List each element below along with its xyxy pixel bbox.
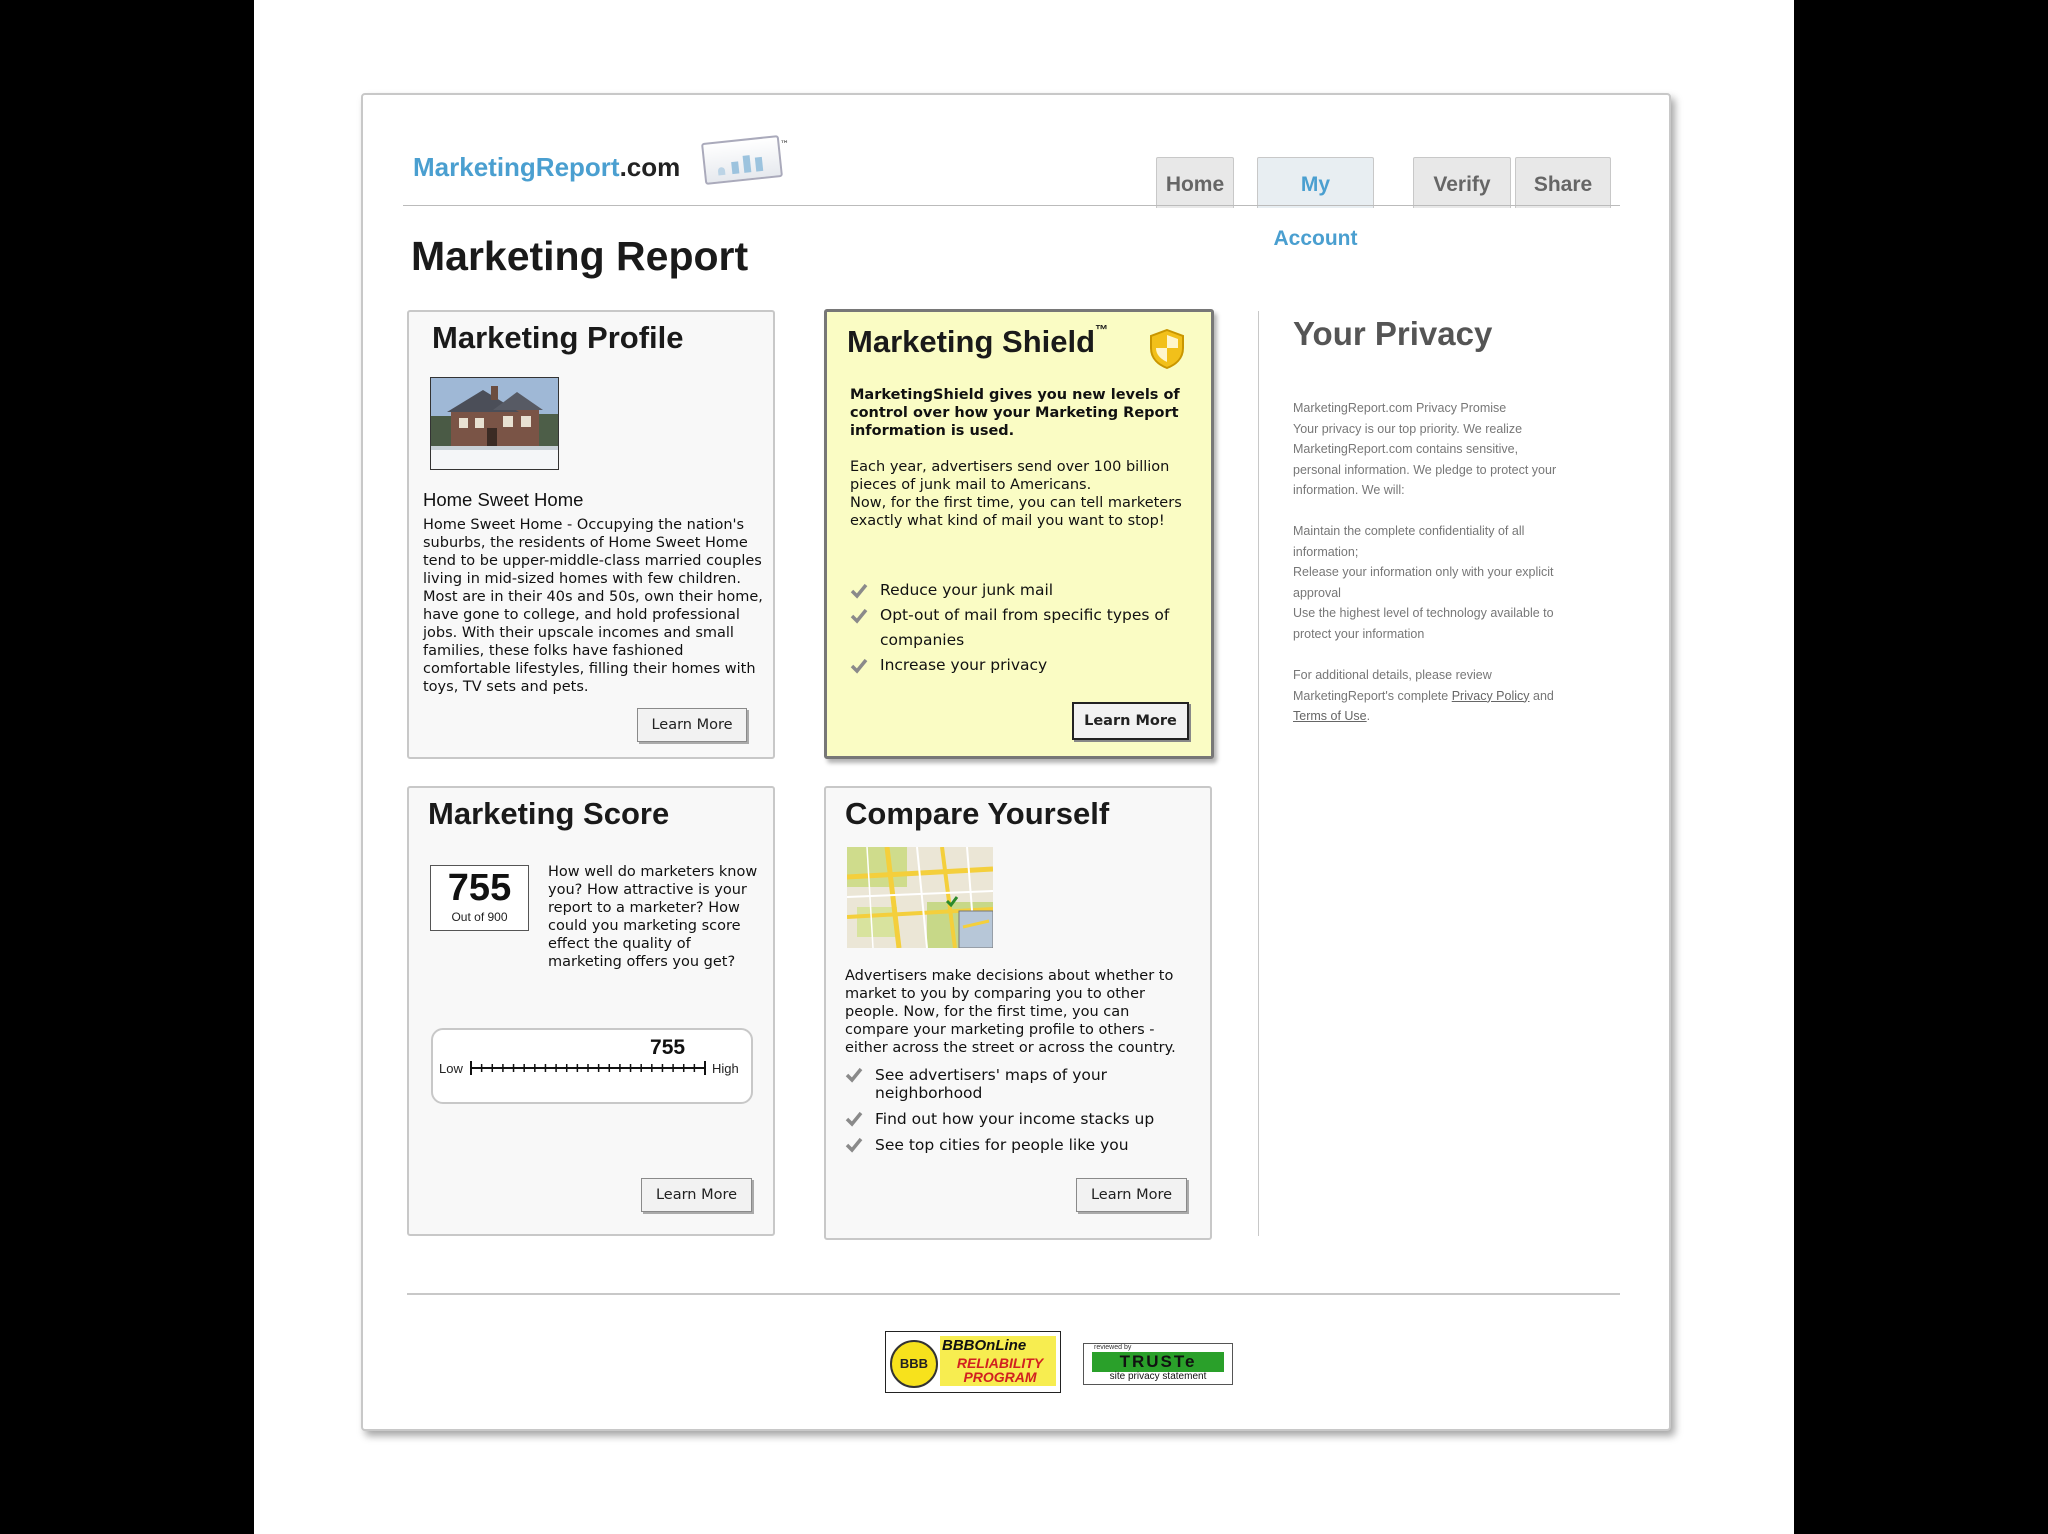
bbb-online-text: BBBOnLine [942, 1337, 1027, 1354]
shield-icon [1150, 329, 1184, 369]
truste-logo-text: TRUSTe [1092, 1352, 1224, 1372]
review-period: . [1366, 709, 1371, 723]
score-learn-more-button[interactable]: Learn More [641, 1178, 752, 1212]
checkmark-icon [845, 1066, 863, 1084]
sidebar-divider [1258, 311, 1259, 1236]
bbb-line2: PROGRAM [963, 1369, 1037, 1385]
shield-learn-more-button[interactable]: Learn More [1072, 702, 1189, 740]
review-prefix: For additional details, please review MarketingReport's complete [1293, 668, 1492, 703]
shield-feature-list [850, 578, 1180, 678]
bbb-online-badge[interactable] [885, 1331, 1061, 1393]
list-item [850, 653, 1180, 678]
privacy-review-text [1293, 665, 1568, 727]
scale-value-label: 755 [650, 1036, 686, 1059]
privacy-title: Your Privacy [1293, 315, 1493, 352]
feature-text: Opt-out of mail from specific types of companies [880, 606, 1170, 649]
tab-my-account[interactable]: My Account [1257, 157, 1374, 208]
footer-divider [407, 1293, 1620, 1295]
truste-reviewed-text: reviewed by [1094, 1344, 1132, 1351]
list-item [845, 1066, 1185, 1102]
logo-brand-text: MarketingReport [413, 152, 620, 182]
truste-badge[interactable] [1083, 1343, 1233, 1385]
card-title [847, 324, 1108, 360]
shield-title-text: Marketing Shield [847, 324, 1096, 359]
segment-description: Home Sweet Home - Occupying the nation's suburbs, the residents of Home Sweet Home tend to be upper-middle-class married couples living in mid-sized homes with few children. Most are in their 40s and 50s, own their home, have gone to college, and hold professional jobs. With their upscale incomes and small families, these folks have fashioned comfortable lifestyles, filling their homes with toys, TV sets and pets. [423, 517, 763, 695]
bbb-program-text [948, 1356, 1052, 1384]
checkmark-icon [845, 1136, 863, 1154]
tab-verify[interactable]: Verify [1413, 157, 1511, 208]
marketing-score-card [407, 786, 775, 1236]
checkmark-icon [850, 582, 868, 600]
shield-trademark: ™ [1095, 322, 1109, 337]
main-panel [361, 93, 1671, 1431]
compare-description: Advertisers make decisions about whether to market to you by comparing you to other people. Now, for the first time, you can compare your marketing profile to others - either across the street or across the country. [845, 968, 1176, 1056]
compare-learn-more-button[interactable]: Learn More [1076, 1178, 1187, 1212]
scale-high-label: High [712, 1061, 739, 1076]
tab-share[interactable]: Share [1515, 157, 1611, 208]
privacy-promise: MarketingReport.com Privacy Promise Your privacy is our top priority. We realize MarketingReport.com contains sensitive, personal information. We pledge to protect your information. We will: [1293, 401, 1557, 497]
feature-text: See advertisers' maps of your neighborhood [875, 1066, 1108, 1102]
site-logo[interactable] [413, 152, 680, 183]
card-title: Marketing Score [428, 796, 670, 831]
scale-low-label: Low [439, 1061, 463, 1076]
list-item [850, 603, 1180, 653]
review-and: and [1529, 688, 1554, 703]
terms-of-use-link[interactable]: Terms of Use [1293, 709, 1367, 723]
score-value: 755 [447, 867, 512, 909]
score-out-of: Out of 900 [451, 910, 508, 924]
score-question: How well do marketers know you? How attractive is your report to a marketer? How could you marketing score effect the quality of marketing offers you get? [548, 864, 758, 970]
feature-text: See top cities for people like you [875, 1136, 1129, 1154]
list-item [845, 1110, 1185, 1128]
chart-logo-icon [701, 135, 783, 185]
score-box [430, 865, 529, 931]
logo-suffix-text: .com [619, 152, 681, 182]
checkmark-icon [850, 607, 868, 625]
compare-yourself-card [824, 786, 1212, 1240]
neighborhood-map[interactable] [847, 847, 993, 948]
list-item [845, 1136, 1185, 1154]
tab-home[interactable]: Home [1156, 157, 1234, 208]
shield-paragraph: Each year, advertisers send over 100 billion pieces of junk mail to Americans. Now, for the first time, you can tell marketers exactly what kind of mail you want to stop! [850, 459, 1182, 529]
scale-ruler [469, 1060, 707, 1076]
card-title: Compare Yourself [845, 796, 1110, 831]
bbb-line1: RELIABILITY [956, 1355, 1044, 1371]
marketing-profile-card [407, 310, 775, 759]
logo-trademark: ™ [780, 140, 789, 150]
feature-text: Increase your privacy [880, 656, 1048, 674]
truste-caption: site privacy statement [1109, 1371, 1207, 1382]
privacy-policy-link[interactable]: Privacy Policy [1451, 688, 1530, 703]
feature-text: Reduce your junk mail [880, 581, 1054, 599]
checkmark-icon [845, 1110, 863, 1128]
house-photo [430, 377, 559, 470]
privacy-pledges: Maintain the complete confidentiality of all information; Release your information only with your explicit approval Use the highest level of technology available to protect your information [1293, 524, 1554, 641]
checkmark-icon [850, 657, 868, 675]
list-item [850, 578, 1180, 603]
shield-intro: MarketingShield gives you new levels of control over how your Marketing Report information is used. [850, 387, 1180, 439]
marketing-shield-card [824, 309, 1214, 759]
compare-feature-list [845, 1066, 1185, 1154]
score-scale [431, 1028, 753, 1104]
profile-learn-more-button[interactable]: Learn More [637, 708, 747, 742]
header-divider [403, 205, 1620, 206]
page-title: Marketing Report [411, 233, 749, 279]
page-background [254, 0, 1794, 1534]
segment-name: Home Sweet Home [423, 489, 584, 510]
feature-text: Find out how your income stacks up [875, 1110, 1155, 1128]
bbb-seal-icon: BBB [890, 1340, 938, 1388]
card-title: Marketing Profile [432, 320, 684, 355]
